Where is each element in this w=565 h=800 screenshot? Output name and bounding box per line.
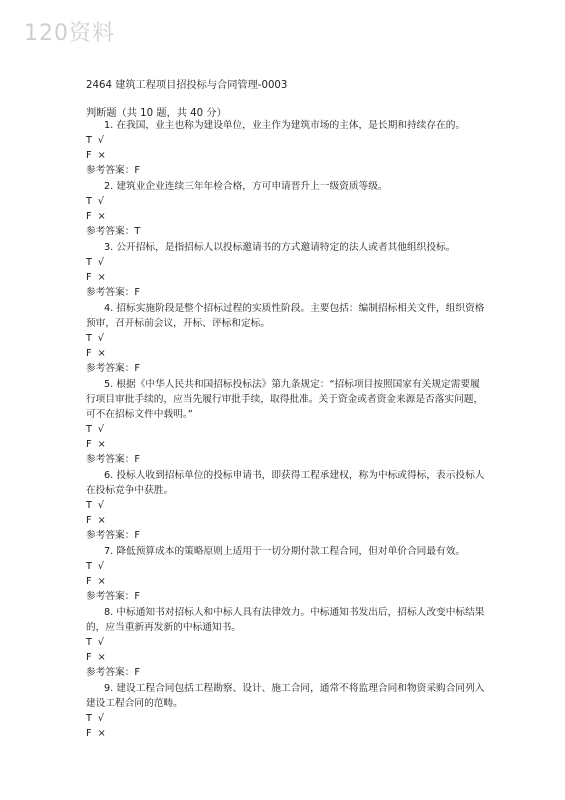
option-true (86, 331, 486, 346)
option-false (86, 726, 486, 741)
question-item (86, 605, 486, 680)
option-false (86, 437, 486, 452)
reference-answer: 参考答案：F (86, 165, 141, 176)
option-true-label: T (86, 135, 92, 146)
reference-answer: 参考答案：F (86, 454, 141, 465)
question-number: 6. (104, 470, 117, 481)
question-text (86, 179, 486, 194)
option-true (86, 194, 486, 209)
reference-answer: 参考答案：F (86, 591, 141, 602)
option-false-label: F (86, 272, 92, 283)
option-false (86, 209, 486, 224)
check-mark-icon: √ (97, 333, 105, 344)
question-number: 5. (104, 379, 117, 390)
question-text (86, 240, 486, 255)
question-number: 2. (104, 181, 117, 192)
question-body: 根据《中华人民共和国招标投标法》第九条规定：“招标项目按照国家有关规定需要履行项目审批手续的，应当先履行审批手续，取得批准。关于资金或者资金来源是否落实问题，可不在招标文件中载明。” (86, 379, 484, 420)
option-true (86, 133, 486, 148)
question-text (86, 301, 486, 331)
reference-answer: 参考答案：F (86, 667, 141, 678)
check-mark-icon: √ (97, 424, 105, 435)
question-body: 建设工程合同包括工程勘察、设计、施工合同，通常不将监理合同和物资采购合同列入建设工程合同的范畴。 (86, 683, 485, 709)
question-item (86, 544, 486, 604)
cross-mark-icon: × (97, 576, 106, 587)
question-item (86, 377, 486, 467)
question-text (86, 118, 486, 133)
question-list (86, 118, 486, 741)
option-false (86, 650, 486, 665)
document-title: 2464 建筑工程项目招投标与合同管理-0003 (86, 80, 288, 91)
option-true (86, 711, 486, 726)
reference-answer: 参考答案：T (86, 226, 141, 237)
cross-mark-icon: × (97, 439, 106, 450)
cross-mark-icon: × (97, 515, 106, 526)
option-true (86, 422, 486, 437)
option-true-label: T (86, 333, 92, 344)
option-true (86, 498, 486, 513)
check-mark-icon: √ (97, 135, 105, 146)
option-true-label: T (86, 561, 92, 572)
question-item (86, 468, 486, 543)
question-item (86, 681, 486, 741)
question-number: 1. (104, 120, 117, 131)
question-number: 3. (104, 242, 117, 253)
cross-mark-icon: × (97, 348, 106, 359)
question-text (86, 605, 486, 635)
question-text (86, 377, 486, 422)
option-true-label: T (86, 500, 92, 511)
option-true (86, 255, 486, 270)
cross-mark-icon: × (97, 728, 106, 739)
option-false-label: F (86, 652, 92, 663)
option-false-label: F (86, 515, 92, 526)
cross-mark-icon: × (97, 150, 106, 161)
reference-answer: 参考答案：F (86, 363, 141, 374)
question-item (86, 301, 486, 376)
reference-answer: 参考答案：F (86, 530, 141, 541)
question-text (86, 468, 486, 498)
section-heading: 判断题（共 10 题，共 40 分） (86, 108, 227, 119)
option-false-label: F (86, 439, 92, 450)
check-mark-icon: √ (97, 500, 105, 511)
option-false-label: F (86, 576, 92, 587)
option-true-label: T (86, 257, 92, 268)
option-false (86, 574, 486, 589)
cross-mark-icon: × (97, 272, 106, 283)
option-true (86, 635, 486, 650)
option-true-label: T (86, 196, 92, 207)
option-true (86, 559, 486, 574)
question-number: 9. (104, 683, 117, 694)
cross-mark-icon: × (97, 652, 106, 663)
question-item (86, 240, 486, 300)
question-number: 8. (104, 607, 117, 618)
question-item (86, 118, 486, 178)
check-mark-icon: √ (97, 196, 105, 207)
option-false (86, 513, 486, 528)
question-body: 在我国，业主也称为建设单位，业主作为建筑市场的主体，是长期和持续存在的。 (116, 120, 466, 131)
check-mark-icon: √ (97, 561, 105, 572)
reference-answer: 参考答案：F (86, 287, 141, 298)
option-false-label: F (86, 150, 92, 161)
option-true-label: T (86, 713, 92, 724)
option-false (86, 270, 486, 285)
option-false-label: F (86, 211, 92, 222)
question-body: 建筑业企业连续三年年检合格，方可申请晋升上一级资质等级。 (116, 181, 388, 192)
option-true-label: T (86, 637, 92, 648)
option-false-label: F (86, 728, 92, 739)
option-false (86, 148, 486, 163)
watermark-logo: 120资料 (24, 21, 115, 46)
option-false (86, 346, 486, 361)
question-body: 投标人收到招标单位的投标申请书，即获得工程承建权，称为中标或得标，表示投标人在投标竞争中获胜。 (86, 470, 485, 496)
question-body: 降低预算成本的策略原则上适用于一切分期付款工程合同，但对单价合同最有效。 (116, 546, 466, 557)
question-text (86, 681, 486, 711)
option-false-label: F (86, 348, 92, 359)
question-item (86, 179, 486, 239)
cross-mark-icon: × (97, 211, 106, 222)
check-mark-icon: √ (97, 257, 105, 268)
check-mark-icon: √ (97, 637, 105, 648)
check-mark-icon: √ (97, 713, 105, 724)
question-body: 招标实施阶段是整个招标过程的实质性阶段。主要包括：编制招标相关文件，组织资格预审，召开标前会议，开标、评标和定标。 (86, 303, 485, 329)
option-true-label: T (86, 424, 92, 435)
question-text (86, 544, 486, 559)
question-body: 中标通知书对招标人和中标人具有法律效力。中标通知书发出后，招标人改变中标结果的，应当重新再发新的中标通知书。 (86, 607, 485, 633)
question-body: 公开招标，是指招标人以投标邀请书的方式邀请特定的法人或者其他组织投标。 (116, 242, 456, 253)
question-number: 7. (104, 546, 117, 557)
question-number: 4. (104, 303, 117, 314)
